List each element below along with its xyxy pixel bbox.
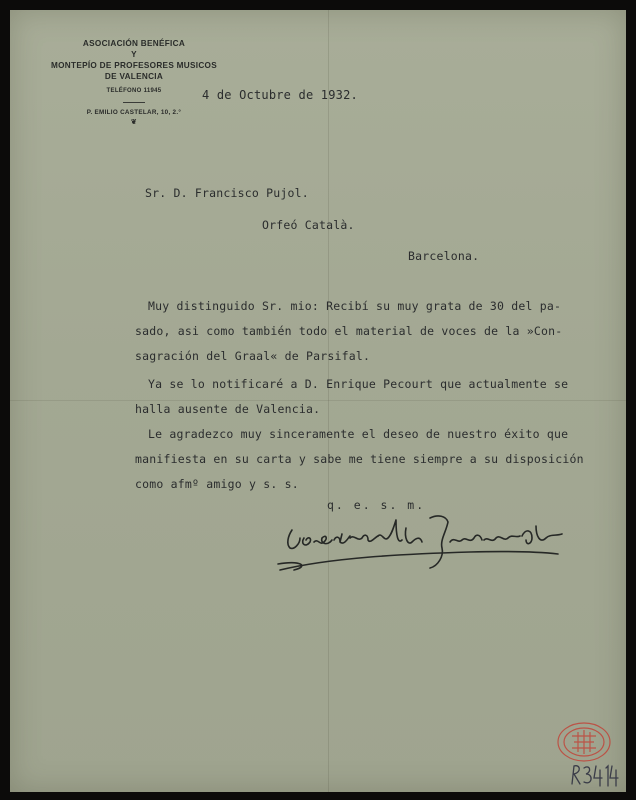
letterhead-address: P. EMILIO CASTELAR, 10, 2.° xyxy=(86,109,182,116)
letter-date: 4 de Octubre de 1932. xyxy=(202,88,358,102)
letterhead-line-4: DE VALENCIA xyxy=(104,72,164,81)
letter-addressee: Sr. D. Francisco Pujol. xyxy=(145,186,309,200)
handwritten-signature xyxy=(270,508,570,578)
letterhead-divider xyxy=(123,102,145,103)
body-line: sagración del Graal« de Parsifal. xyxy=(135,349,371,363)
body-line: Muy distinguido Sr. mio: Recibí su muy grata de 30 del pa- xyxy=(148,299,562,313)
library-seal-stamp xyxy=(554,720,614,764)
letterhead-ornament: ❦ xyxy=(130,119,138,126)
archive-number-handwritten xyxy=(568,760,620,790)
letter-city: Barcelona. xyxy=(408,249,480,263)
fold-line-horizontal xyxy=(10,400,626,401)
body-line: Le agradezco muy sinceramente el deseo de nuestro éxito que xyxy=(148,427,569,441)
body-line: Ya se lo notificaré a D. Enrique Pecourt que actualmente se xyxy=(148,377,569,391)
fold-line-vertical xyxy=(328,10,329,792)
letterhead xyxy=(36,38,232,128)
body-line: sado, asi como también todo el material de voces de la »Con- xyxy=(135,324,563,338)
letterhead-line-2: Y xyxy=(131,50,137,59)
body-line: manifiesta en su carta y sabe me tiene siempre a su disposición xyxy=(135,452,584,466)
letter-organization: Orfeó Català. xyxy=(262,218,355,232)
letter-closing: q. e. s. m. xyxy=(327,498,426,512)
letterhead-phone: TELÉFONO 11945 xyxy=(106,88,162,94)
letterhead-line-3: MONTEPÍO DE PROFESORES MUSICOS xyxy=(51,61,217,70)
body-line: halla ausente de Valencia. xyxy=(135,402,321,416)
body-line: como afmº amigo y s. s. xyxy=(135,477,299,491)
letterhead-line-1: ASOCIACIÓN BENÉFICA xyxy=(82,39,186,48)
